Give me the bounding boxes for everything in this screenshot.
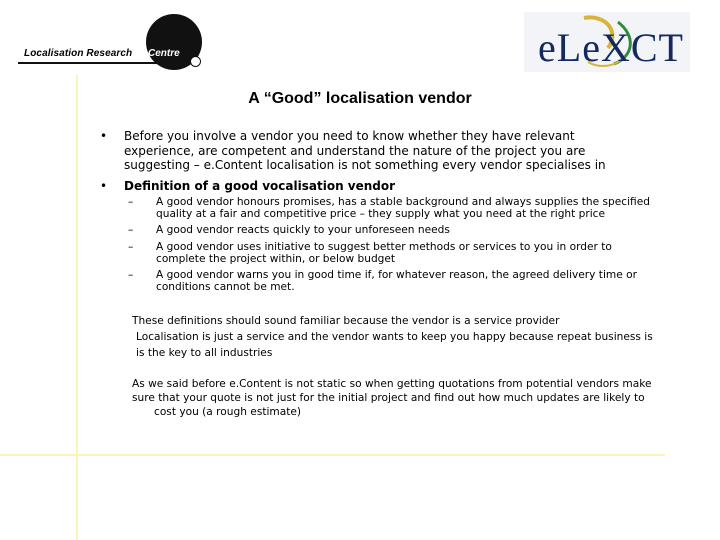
sub-bullet-text: A good vendor honours promises, has a stable background and always supplies the specified quality at a fair and competitive price – they supply what you need at the right price (156, 196, 650, 221)
horizontal-rule (0, 454, 665, 456)
sub-bullet-dash: – (128, 269, 134, 282)
paragraph-1-line-1: These definitions should sound familiar because the vendor is a service provider (132, 315, 560, 327)
sub-bullet-list (128, 196, 656, 297)
paragraph-updates (132, 377, 654, 419)
bullet-marker-2: • (100, 179, 108, 193)
sub-bullet-item (128, 196, 656, 221)
lrc-logo (0, 12, 210, 74)
sub-bullet-dash: – (128, 224, 134, 237)
paragraph-2-text: As we said before e.Content is not static so when getting quotations from potential vendors make sure that your quote is not just for the initial project and find out how much updates are likely to (132, 378, 652, 404)
paragraph-2-last-line: cost you (a rough estimate) (154, 406, 302, 418)
lrc-logo-dot (190, 56, 201, 67)
lrc-logo-underline (18, 62, 158, 64)
slide-title: A “Good” localisation vendor (248, 90, 472, 107)
sub-bullet-item (128, 240, 656, 265)
sub-bullet-text: A good vendor reacts quickly to your unforeseen needs (156, 224, 450, 237)
lrc-logo-text: Localisation Research (24, 48, 133, 59)
bullet-2-text: Definition of a good vocalisation vendor (124, 179, 396, 193)
elect-logo-text: eLeXCT (538, 25, 684, 70)
vertical-rule (76, 75, 78, 540)
bullet-1-text: Before you involve a vendor you need to know whether they have relevant experience, are competent and understand the nature of the project you are suggesting – e.Content localisation is not something every vendor specialises in (124, 129, 606, 172)
sub-bullet-text: A good vendor warns you in good time if, for whatever reason, the agreed delivery time or conditions cannot be met. (156, 269, 637, 294)
sub-bullet-text: A good vendor uses initiative to suggest better methods or services to you in order to complete the project within, or below budget (156, 240, 612, 265)
sub-bullet-item (128, 269, 656, 294)
lrc-logo-circle-text: Centre (148, 48, 180, 59)
elect-logo (524, 12, 690, 72)
sub-bullet-dash: – (128, 240, 134, 253)
paragraph-1-line-2: Localisation is just a service and the vendor wants to keep you happy because repeat business is is the key to all industries (136, 331, 653, 359)
sub-bullet-dash: – (128, 196, 134, 208)
paragraph-service-provider (132, 313, 654, 361)
sub-bullet-item (128, 224, 656, 237)
bullet-marker-1: • (100, 129, 108, 143)
